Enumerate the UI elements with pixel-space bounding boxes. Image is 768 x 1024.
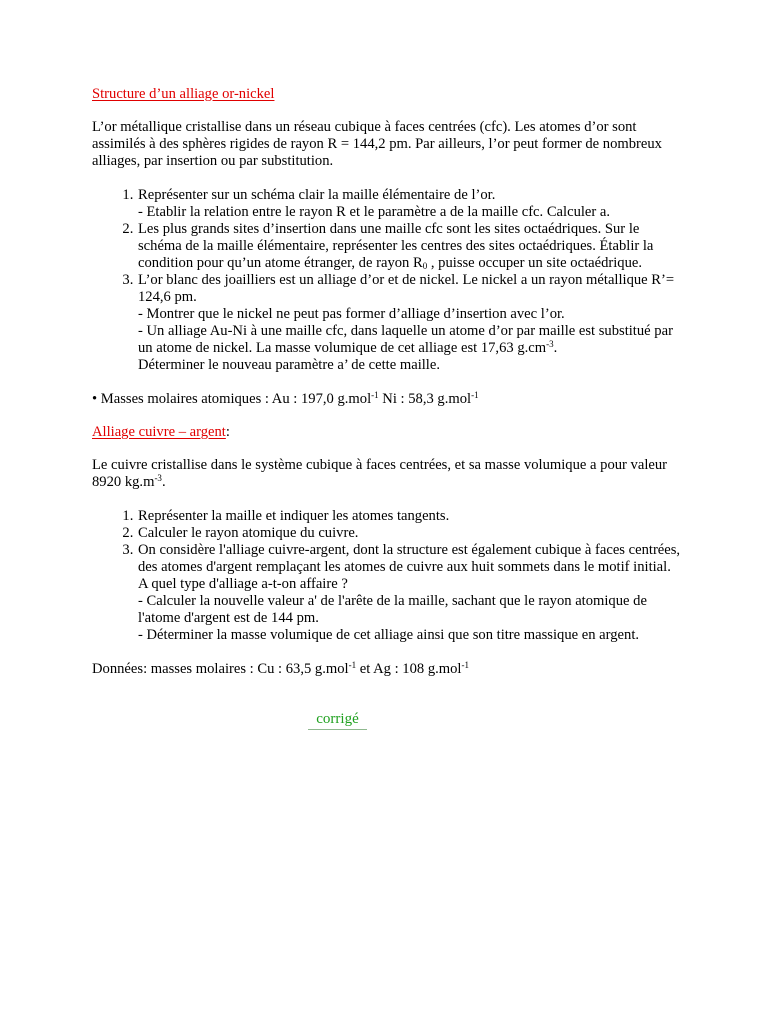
section2-data-superscript2: -1 xyxy=(461,660,469,670)
section2-title-suffix: : xyxy=(225,424,230,440)
section1-question-3 xyxy=(137,272,682,374)
section1-q1-line2: - Etablir la relation entre le rayon R et le paramètre a de la maille cfc. Calculer a. xyxy=(138,204,611,220)
section1-intro: L’or métallique cristallise dans un réseau cubique à faces centrées (cfc). Les atomes d’or sont assimilés à des sphères rigides de rayon R = 144,2 pm. Par ailleurs, l’or peut former de nombreux alliages, par insertion ou par substitution. xyxy=(92,119,662,169)
section2-question-1 xyxy=(137,508,682,525)
section1-q3-line1: L’or blanc des joailliers est un alliage d’or et de nickel. Le nickel a un rayon métallique R’= 124,6 pm. xyxy=(138,272,675,305)
section1-q2-subscript: 0 xyxy=(422,261,428,271)
section1-questions xyxy=(92,187,682,374)
section2-molar-masses xyxy=(92,661,682,678)
section1-q2-text-after: , puisse occuper un site octaédrique. xyxy=(427,255,643,271)
section2-question-3 xyxy=(137,542,682,644)
section1-title xyxy=(92,86,682,103)
corrige-link[interactable]: corrigé xyxy=(308,711,367,730)
section2-data-part2: et Ag : 108 g.mol xyxy=(356,661,462,677)
section2-intro-superscript: -3 xyxy=(154,473,162,483)
section1-title-text: Structure d’un alliage or-nickel xyxy=(92,86,275,102)
section2-q3-line1: On considère l'alliage cuivre-argent, dont la structure est également cubique à faces centrées, des atomes d'argent remplaçant les atomes de cuivre aux huit sommets dans le motif initial. A quel type d'alliage a-t-on affaire ? xyxy=(138,542,681,592)
section2-data-part1: Données: masses molaires : Cu : 63,5 g.mol xyxy=(92,661,349,677)
section1-masses-superscript2: -1 xyxy=(471,390,479,400)
section1-q3-line3-after: . xyxy=(553,340,558,356)
section1-masses-part2: Ni : 58,3 g.mol xyxy=(378,391,472,407)
section1-question-1 xyxy=(137,187,682,221)
section2-q3-line3: - Déterminer la masse volumique de cet alliage ainsi que son titre massique en argent. xyxy=(138,627,640,643)
section1-molar-masses xyxy=(92,391,682,408)
section1-q1-line1: Représenter sur un schéma clair la maille élémentaire de l’or. xyxy=(138,187,496,203)
section2-title xyxy=(92,424,682,441)
section2-q2-text: Calculer le rayon atomique du cuivre. xyxy=(138,525,359,541)
section1-masses-part1: • Masses molaires atomiques : Au : 197,0 g.mol xyxy=(92,391,372,407)
section1-q3-line3-before: - Un alliage Au-Ni à une maille cfc, dans laquelle un atome d’or par maille est substitué par un atome de nickel. La masse volumique de cet alliage est 17,63 g.cm xyxy=(138,323,673,356)
section1-q3-line4: Déterminer le nouveau paramètre a’ de cette maille. xyxy=(138,357,440,373)
document-content xyxy=(92,86,682,678)
section1-question-2 xyxy=(137,221,682,272)
section1-q2-text-before: Les plus grands sites d’insertion dans une maille cfc sont les sites octaédriques. Sur le schéma de la maille élémentaire, représenter les centres des sites octaédriques. Établir la condition pour qu’un atome étranger, de rayon R xyxy=(138,221,654,271)
section2-title-text: Alliage cuivre – argent xyxy=(92,424,226,440)
section2-intro-after: . xyxy=(161,474,166,490)
section1-q3-line2: - Montrer que le nickel ne peut pas former d’alliage d’insertion avec l’or. xyxy=(138,306,565,322)
section2-questions xyxy=(92,508,682,644)
section1-q3-line3-superscript: -3 xyxy=(546,339,554,349)
section2-intro xyxy=(92,457,682,491)
section2-q3-line2: - Calculer la nouvelle valeur a' de l'arête de la maille, sachant que le rayon atomique de l'atome d'argent est de 144 pm. xyxy=(138,593,647,626)
section1-masses-superscript1: -1 xyxy=(371,390,379,400)
section2-data-superscript1: -1 xyxy=(348,660,357,670)
section2-q1-text: Représenter la maille et indiquer les atomes tangents. xyxy=(138,508,450,524)
section2-intro-before: Le cuivre cristallise dans le système cubique à faces centrées, et sa masse volumique a pour valeur 8920 kg.m xyxy=(92,457,668,490)
section2-question-2 xyxy=(137,525,682,542)
